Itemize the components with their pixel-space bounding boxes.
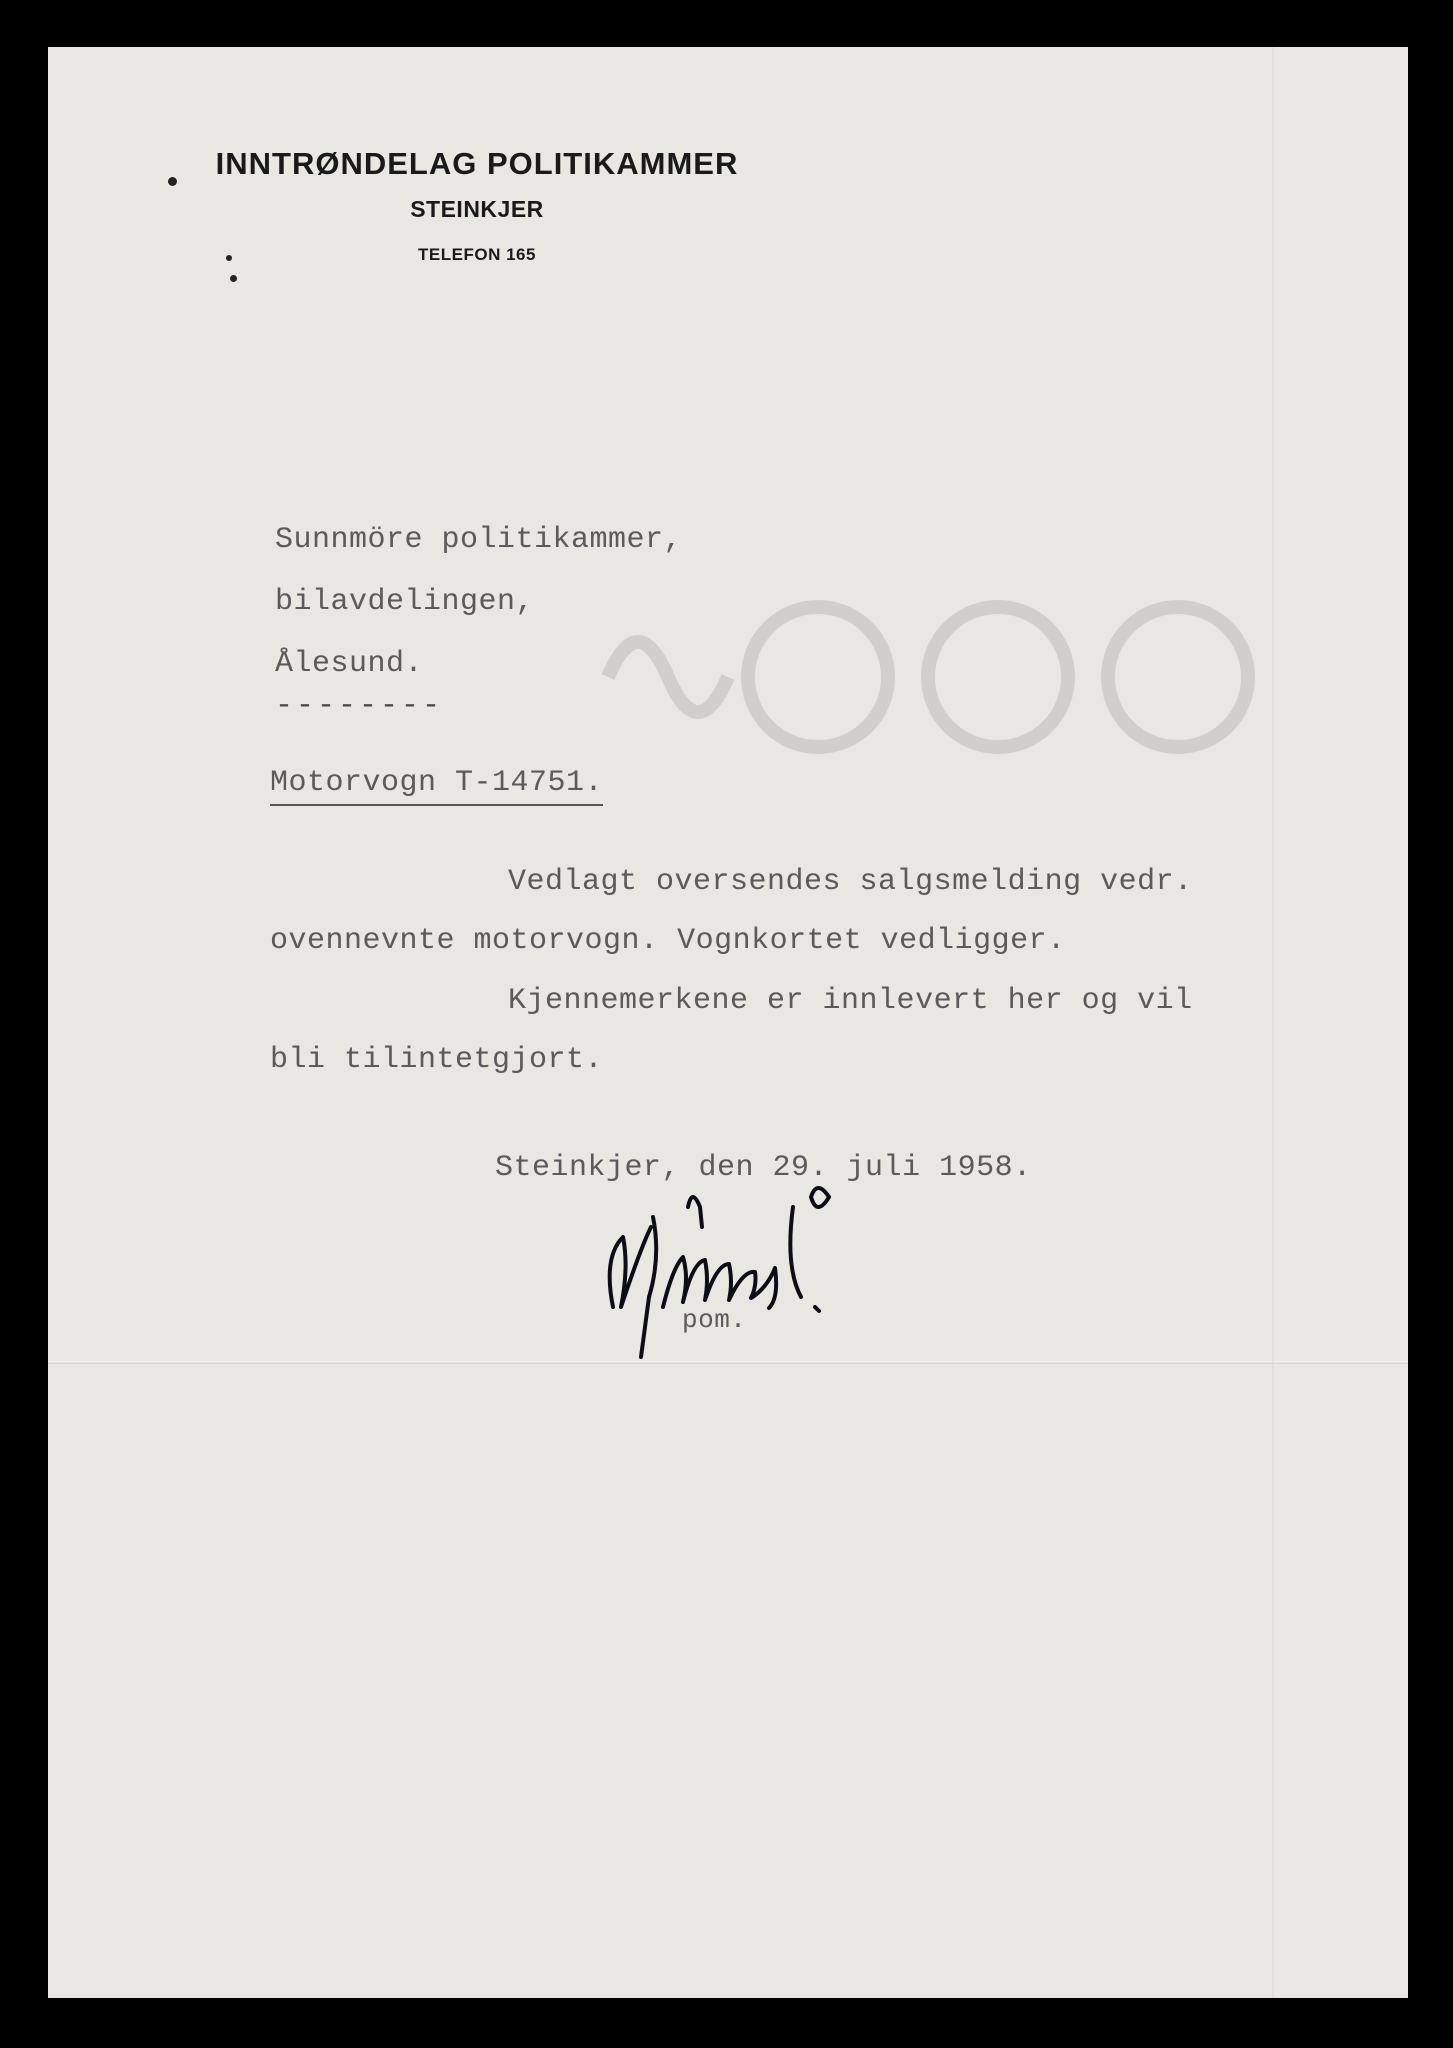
body-line-3: Kjennemerkene er innlevert her og vil xyxy=(508,984,1193,1018)
recipient-separator: -------- xyxy=(275,689,444,723)
letterhead xyxy=(152,146,802,265)
recipient-line-2: bilavdelingen, xyxy=(275,585,535,619)
date-line: Steinkjer, den 29. juli 1958. xyxy=(495,1151,1032,1185)
handwritten-signature xyxy=(593,1157,853,1377)
ink-speck xyxy=(226,255,232,261)
subject-line: Motorvogn T-14751. xyxy=(270,766,603,806)
letterhead-organization: INNTRØNDELAG POLITIKAMMER xyxy=(215,146,739,181)
show-through-watermark xyxy=(568,577,1288,777)
recipient-line-1: Sunnmöre politikammer, xyxy=(275,523,683,557)
letterhead-city: STEINKJER xyxy=(410,196,544,222)
fold-line-vertical xyxy=(1272,47,1274,1998)
recipient-line-3: Ålesund. xyxy=(275,647,424,681)
letter-sheet xyxy=(48,47,1408,1998)
ink-speck xyxy=(230,275,237,282)
signature-title: pom. xyxy=(682,1305,747,1335)
ink-speck xyxy=(168,177,177,186)
body-line-4: bli tilintetgjort. xyxy=(270,1043,604,1077)
body-line-1: Vedlagt oversendes salgsmelding vedr. xyxy=(508,865,1193,899)
body-line-2: ovennevnte motorvogn. Vognkortet vedligger. xyxy=(270,924,1066,958)
letterhead-phone: TELEFON 165 xyxy=(418,245,536,264)
